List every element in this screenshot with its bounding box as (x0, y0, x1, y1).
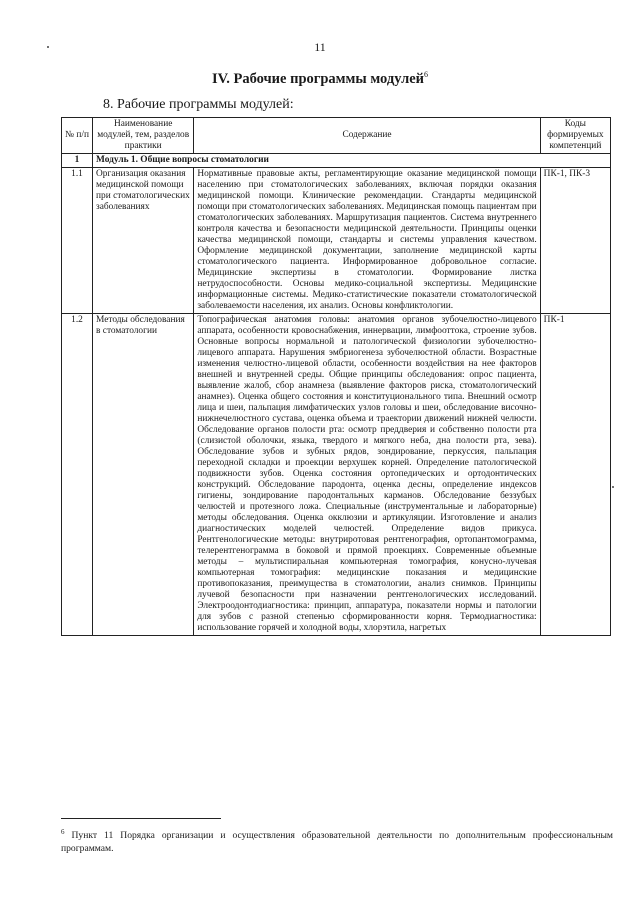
header-num: № п/п (62, 118, 93, 154)
section-title (0, 70, 640, 88)
header-content: Содержание (194, 118, 540, 154)
module-title: Модуль 1. Общие вопросы стоматологии (93, 154, 611, 168)
subsection-title: 8. Рабочие программы модулей: (103, 97, 294, 112)
section-title-text: IV. Рабочие программы модулей (211, 70, 425, 87)
footnote-divider (61, 818, 221, 819)
header-competencies: Коды формируемых компетенций (540, 118, 610, 154)
table-row (62, 168, 611, 314)
row-number: 1.1 (62, 168, 93, 314)
footnote (61, 826, 613, 855)
row-number: 1.2 (62, 314, 93, 636)
table-row (62, 314, 611, 636)
footnote-reference[interactable]: 6 (424, 70, 429, 79)
row-topic-name: Методы обследования в стоматологии (93, 314, 194, 636)
module-number: 1 (62, 154, 93, 168)
module-row (62, 154, 611, 168)
table-header-row (62, 118, 611, 154)
scan-speck (612, 486, 614, 488)
footnote-mark: 6 (61, 828, 65, 836)
row-competencies: ПК-1, ПК-3 (540, 168, 610, 314)
row-competencies: ПК-1 (540, 314, 610, 636)
scan-speck (47, 46, 49, 48)
footnote-text: Пункт 11 Порядка организации и осуществления образовательной деятельности по дополнительным профессиональным программам. (61, 830, 613, 855)
row-content: Топографическая анатомия головы: анатомия органов зубочелюстно-лицевого аппарата, особенности кровоснабжения, иннервации, лимфооттока, строение зубов. Основные вопросы нормальной и патологической физиологии зубочелюстно-лицевого аппарата. Нарушения эмбриогенеза зубочелюстной области. Возрастные изменения челюстно-лицевой области, особенности воздействия на нее факторов внешней и внутренней среды. Общие принципы обследования: опрос пациента, выявление жалоб, сбор анамнеза (выявление факторов риска, стоматологический анамнез). Оценка общего состояния и конституционального типа. Внешний осмотр лица и шеи, пальпация лимфатических узлов головы и шеи, обследование височно-нижнечелюстного сустава, оценка объема и траектории движений нижней челюсти. Обследование органов полости рта: осмотр преддверия и собственно полости рта (слизистой оболочки, языка, твердого и мягкого неба, дна полости рта, зева). Обследование зубов и зубных рядов, зондирование, перкуссия, пальпация переходной складки и проекции верхушек корней. Определение патологической подвижности зубов. Оценка состояния ортопедических и ортодонтических конструкций. Обследование пародонта, оценка десны, определение индексов гигиены, зондирование пародонтальных карманов. Обследование беззубых челюстей и протезного ложа. Специальные (инструментальные и лабораторные) методы обследования. Оценка окклюзии и артикуляции. Изготовление и анализ диагностических моделей челюстей. Определение видов прикуса. Рентгенологические методы: внутриротовая рентгенография, ортопантомограмма, телерентгенограмма в боковой и прямой проекциях. Современные объемные методы – мультиспиральная компьютерная томография, конусно-лучевая компьютерная томография: медицинские показания и медицинские противопоказания, преимущества в стоматологии, анализ снимков. Принципы лучевой безопасности при назначении рентгенологических исследований. Электроодонтодиагностика: принцип, аппаратура, показатели нормы и патологии для зубов с разной степенью сформированности корня. Термодиагностика: использование горячей и холодной воды, хлорэтила, нагретых (194, 314, 540, 636)
header-name: Наименование модулей, тем, разделов практики (93, 118, 194, 154)
row-content: Нормативные правовые акты, регламентирующие оказание медицинской помощи населению при стоматологических заболеваниях, включая порядки оказания медицинской помощи. Клинические рекомендации. Стандарты медицинской помощи при стоматологических заболеваниях. Медицинская помощь пациентам при стоматологических заболеваниях. Маршрутизация пациентов. Система внутреннего контроля качества и безопасности медицинской деятельности. Принципы оценки качества медицинской помощи, стандарты и системы управления качеством. Оформление медицинской документации, заполнение медицинской карты стоматологического пациента. Информированное добровольное согласие. Медицинские экспертизы в стоматологии. Формирование листка нетрудоспособности. Основы медико-социальной экспертизы. Медицинские информационные системы. Медико-статистические показатели стоматологической заболеваемости населения, их анализ. Основы конфликтологии. (194, 168, 540, 314)
row-topic-name: Организация оказания медицинской помощи при стоматологических заболеваниях (93, 168, 194, 314)
page-number: 11 (314, 40, 326, 54)
modules-table (61, 117, 611, 636)
